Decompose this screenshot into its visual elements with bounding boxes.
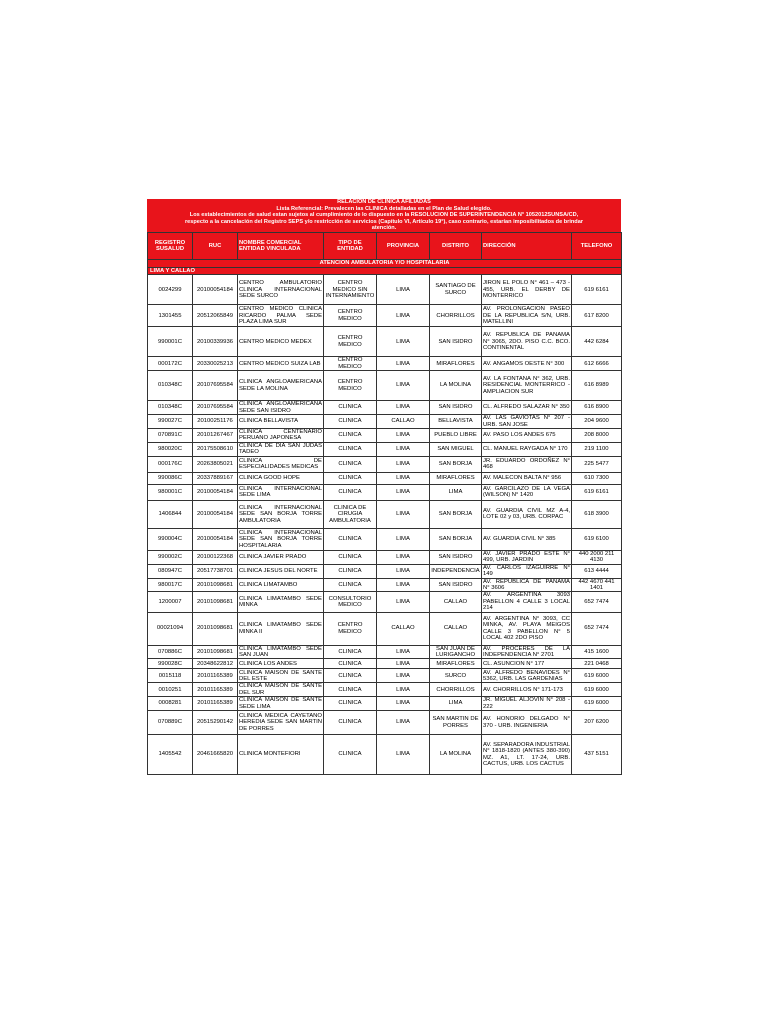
- cell-direccion: AV. REPUBLICA DE PANAMA N° 3606: [483, 578, 570, 592]
- cell-nombre: CLINICA BELLAVISTA: [238, 415, 324, 429]
- table-row: [148, 327, 622, 357]
- cell-registro: 990086C: [148, 472, 193, 484]
- cell-registro: 990001C: [148, 327, 193, 357]
- cell-provincia: LIMA: [377, 550, 430, 564]
- table-row: [148, 472, 622, 484]
- cell-nombre: CLINICA DE DIA SAN JUDAS TADEO: [239, 442, 322, 456]
- cell-tipo: CLINICA: [324, 415, 377, 429]
- cell-distrito: LA MOLINA: [430, 735, 482, 775]
- cell-tipo: CLINICA: [324, 578, 377, 592]
- cell-telefono: 440 2000 211 4130: [572, 550, 622, 564]
- cell-registro: 990028C: [148, 659, 193, 669]
- cell-telefono: 652 7474: [572, 612, 622, 645]
- table-row: [148, 550, 622, 564]
- cell-provincia: LIMA: [377, 669, 430, 683]
- cell-provincia: LIMA: [377, 659, 430, 669]
- table-row: [148, 429, 622, 443]
- cell-telefono: 204 9600: [572, 415, 622, 429]
- cell-distrito: MIRAFLORES: [430, 472, 482, 484]
- cell-telefono: 225 5477: [572, 456, 622, 472]
- cell-direccion: AV. PASO LOS ANDES 675: [482, 429, 572, 443]
- cell-nombre: CLINICA JESUS DEL NORTE: [238, 564, 324, 578]
- cell-tipo: CENTRO MEDICO: [324, 305, 377, 327]
- cell-direccion: CL. ASUNCION N° 177: [482, 659, 572, 669]
- cell-nombre: CLINICA LOS ANDES: [238, 659, 324, 669]
- cell-telefono: 208 8000: [572, 429, 622, 443]
- col-tipo: TIPO DE ENTIDAD: [324, 232, 377, 259]
- cell-provincia: LIMA: [377, 456, 430, 472]
- cell-ruc: 20337889167: [193, 472, 238, 484]
- table-row: [148, 578, 622, 592]
- cell-ruc: 20101165389: [193, 669, 238, 683]
- cell-distrito: SAN ISIDRO: [430, 327, 482, 357]
- table-row: [148, 305, 622, 327]
- cell-ruc: 20101098681: [193, 612, 238, 645]
- table-row: [148, 711, 622, 735]
- cell-direccion: AV. GUARDIA CIVIL MZ A-4, LOTE 02 y 03, URB. CORPAC: [482, 500, 572, 528]
- cell-telefono: 616 8900: [572, 401, 622, 415]
- cell-tipo: CLINICA: [324, 669, 377, 683]
- cell-tipo: CLINICA: [324, 697, 377, 711]
- cell-distrito: PUEBLO LIBRE: [430, 429, 482, 443]
- cell-ruc: 20175508610: [193, 442, 238, 456]
- cell-tipo: CLINICA: [324, 528, 377, 550]
- cell-ruc: 20512065849: [193, 305, 238, 327]
- cell-tipo: CLINICA: [324, 735, 377, 775]
- table-row: [148, 659, 622, 669]
- col-distrito: DISTRITO: [430, 232, 482, 259]
- cell-nombre: CENTRO AMBULATORIO CLINICA INTERNACIONAL SEDE SURCO: [238, 275, 324, 305]
- region-label: LIMA Y CALLAO: [148, 267, 622, 274]
- cell-direccion: AV. LAS GAVIOTAS N° 207 - URB. SAN JOSE: [483, 415, 570, 428]
- cell-telefono: 616 8989: [572, 371, 622, 401]
- cell-direccion: AV. PROCERES DE LA INDEPENDENCIA N° 2701: [483, 645, 570, 659]
- table-row: [148, 645, 622, 659]
- header-title: RELACION DE CLINICA AFILIADAS: [337, 199, 431, 205]
- cell-distrito: SURCO: [430, 669, 482, 683]
- cell-provincia: LIMA: [377, 711, 430, 735]
- cell-ruc: 20461665820: [193, 735, 238, 775]
- cell-tipo: CONSULTORIO MEDICO: [324, 592, 377, 612]
- cell-telefono: 619 6000: [572, 697, 622, 711]
- cell-nombre: CLINICA MEDICA CAYETANO HEREDIA SEDE SAN MARTIN DE PORRES: [238, 711, 324, 735]
- cell-distrito: SAN MIGUEL: [430, 442, 482, 456]
- cell-provincia: LIMA: [377, 500, 430, 528]
- cell-registro: 1406844: [148, 500, 193, 528]
- cell-nombre: CLINICA GOOD HOPE: [238, 472, 324, 484]
- cell-direccion: JIRON EL POLO N° 461 – 473 - 455, URB. EL DERBY DE MONTERRICO: [482, 275, 572, 305]
- cell-direccion: AV. JAVIER PRADO ESTE N° 499, URB. JARDIN: [483, 550, 570, 564]
- document-header: [147, 199, 621, 232]
- cell-nombre: CLINICA LIMATAMBO SEDE SAN JUAN: [239, 645, 322, 659]
- cell-tipo: CLINICA: [324, 659, 377, 669]
- cell-distrito: SAN JUAN DE LURIGANCHO: [430, 645, 482, 659]
- cell-telefono: 613 4444: [572, 564, 622, 578]
- cell-tipo: CLINICA: [324, 429, 377, 443]
- table-row: [148, 415, 622, 429]
- cell-distrito: CALLAO: [430, 592, 482, 612]
- cell-nombre: CLINICA LIMATAMBO: [238, 578, 324, 592]
- cell-telefono: 619 6161: [572, 275, 622, 305]
- table-row: [148, 456, 622, 472]
- cell-telefono: 221 0468: [572, 659, 622, 669]
- cell-registro: 080947C: [148, 564, 193, 578]
- cell-telefono: 619 6000: [572, 669, 622, 683]
- section-band: ATENCION AMBULATORIA Y/O HOSPITALARIA: [148, 259, 622, 267]
- cell-telefono: 610 7300: [572, 472, 622, 484]
- cell-provincia: LIMA: [377, 683, 430, 697]
- header-note-line2: respecto a la cancelación del Registro SEPS y/o restricción de servicios (Capítulo VI, Artículo 19°), caso contrario, estarían imposibilitados de brindar: [184, 218, 584, 225]
- header-note-line1: Los establecimientos de salud estan sujetos al cumplimiento de lo dispuesto en la RESOLUCION DE SUPERINTENDENCIA N° 1052012SUNSA/CD,: [189, 212, 579, 219]
- cell-provincia: LIMA: [377, 697, 430, 711]
- cell-ruc: 20100122368: [193, 550, 238, 564]
- cell-distrito: SAN ISIDRO: [430, 550, 482, 564]
- cell-provincia: LIMA: [377, 472, 430, 484]
- cell-registro: 990002C: [148, 550, 193, 564]
- table-row: [148, 564, 622, 578]
- cell-registro: 1301455: [148, 305, 193, 327]
- cell-distrito: SAN ISIDRO: [430, 401, 482, 415]
- cell-telefono: 415 1600: [572, 645, 622, 659]
- cell-direccion: AV. ANGAMOS OESTE N° 300: [482, 357, 572, 371]
- cell-nombre: CLINICA MAISON DE SANTE SEDE LIMA: [239, 697, 322, 710]
- cell-nombre: CLINICA MAISON DE SANTE DEL SUR: [239, 683, 322, 696]
- cell-tipo: CLINICA: [324, 550, 377, 564]
- cell-registro: 0024299: [148, 275, 193, 305]
- cell-nombre: CLINICA JAVIER PRADO: [238, 550, 324, 564]
- cell-distrito: SAN BORJA: [430, 528, 482, 550]
- cell-ruc: 20330025213: [193, 357, 238, 371]
- cell-distrito: SAN BORJA: [430, 500, 482, 528]
- cell-ruc: 20515290142: [193, 711, 238, 735]
- table-row: [148, 275, 622, 305]
- table-row: [148, 683, 622, 697]
- cell-provincia: LIMA: [377, 305, 430, 327]
- col-provincia: PROVINCIA: [377, 232, 430, 259]
- cell-ruc: 20107695584: [193, 371, 238, 401]
- cell-provincia: CALLAO: [377, 612, 430, 645]
- cell-telefono: 619 6161: [572, 484, 622, 500]
- cell-nombre: CLINICA INTERNACIONAL SEDE LIMA: [239, 485, 322, 499]
- cell-nombre: CLINICA LIMATAMBO SEDE MINKA II: [238, 612, 324, 645]
- cell-nombre: CLINICA DE ESPECIALIDADES MEDICAS: [239, 457, 322, 471]
- cell-tipo: CLINICA: [324, 683, 377, 697]
- cell-nombre: CLINICA ANGLOAMERICANA SEDE SAN ISIDRO: [239, 401, 322, 414]
- table-header-row: [148, 232, 622, 259]
- table-row: [148, 500, 622, 528]
- cell-nombre: CLINICA CENTENARIO PERUANO JAPONESA: [239, 429, 322, 442]
- cell-direccion: AV. CHORRILLOS N° 171-173: [482, 683, 572, 697]
- col-registro: REGISTRO SUSALUD: [148, 232, 193, 259]
- cell-telefono: 617 8200: [572, 305, 622, 327]
- cell-registro: 070891C: [148, 429, 193, 443]
- cell-distrito: CALLAO: [430, 612, 482, 645]
- cell-tipo: CLINICA: [324, 564, 377, 578]
- cell-direccion: AV. GUARDIA CIVIL N° 385: [482, 528, 572, 550]
- cell-provincia: LIMA: [377, 735, 430, 775]
- cell-direccion: JR. MIGUEL ALJOVIN N° 208 - 222: [483, 697, 570, 710]
- cell-telefono: 619 6100: [572, 528, 622, 550]
- cell-registro: 980001C: [148, 484, 193, 500]
- cell-tipo: CENTRO MEDICO: [324, 357, 377, 371]
- cell-distrito: INDEPENDENCIA: [430, 564, 482, 578]
- table-row: [148, 484, 622, 500]
- cell-tipo: CLINICA: [324, 484, 377, 500]
- table-row: [148, 592, 622, 612]
- cell-ruc: 20100054184: [193, 528, 238, 550]
- cell-tipo: CLINICA: [324, 456, 377, 472]
- cell-provincia: LIMA: [377, 564, 430, 578]
- cell-telefono: 619 6000: [572, 683, 622, 697]
- clinic-table: [147, 232, 622, 775]
- cell-distrito: CHORRILLOS: [430, 683, 482, 697]
- cell-tipo: CLINICA DE CIRUGIA AMBULATORIA: [324, 500, 377, 528]
- cell-ruc: 20101267467: [193, 429, 238, 443]
- cell-distrito: LIMA: [430, 697, 482, 711]
- cell-tipo: CLINICA: [324, 442, 377, 456]
- cell-nombre: CENTRO MEDICO MEDEX: [238, 327, 324, 357]
- cell-direccion: AV. ARGENTINA 3093 PABELLON 4 CALLE 3 LOCAL 214: [483, 592, 570, 612]
- cell-distrito: LA MOLINA: [430, 371, 482, 401]
- cell-ruc: 20100054184: [193, 484, 238, 500]
- cell-direccion: AV. GARCILAZO DE LA VEGA (WILSON) N° 1420: [483, 485, 570, 499]
- col-direccion: DIRECCIÓN: [482, 232, 572, 259]
- col-nombre: NOMBRE COMERCIAL ENTIDAD VINCULADA: [238, 232, 324, 259]
- cell-registro: 1200007: [148, 592, 193, 612]
- cell-telefono: 442 4670 441 1401: [572, 578, 622, 592]
- cell-direccion: AV. CARLOS IZAGUIRRE N° 149: [483, 564, 570, 578]
- cell-distrito: SAN BORJA: [430, 456, 482, 472]
- cell-registro: 000176C: [148, 456, 193, 472]
- cell-nombre: CLINICA LIMATAMBO SEDE MINKA: [238, 592, 324, 612]
- cell-ruc: 20101165389: [193, 683, 238, 697]
- cell-registro: 070886C: [148, 645, 193, 659]
- cell-provincia: LIMA: [377, 528, 430, 550]
- cell-ruc: 20100054184: [193, 275, 238, 305]
- cell-ruc: 20101098681: [193, 578, 238, 592]
- cell-tipo: CLINICA: [324, 645, 377, 659]
- cell-registro: 0008281: [148, 697, 193, 711]
- cell-ruc: 20101165389: [193, 697, 238, 711]
- cell-registro: 00021094: [148, 612, 193, 645]
- cell-provincia: LIMA: [377, 401, 430, 415]
- cell-registro: 990027C: [148, 415, 193, 429]
- cell-distrito: MIRAFLORES: [430, 659, 482, 669]
- cell-tipo: CLINICA: [324, 472, 377, 484]
- table-row: [148, 442, 622, 456]
- cell-provincia: LIMA: [377, 357, 430, 371]
- cell-distrito: LIMA: [430, 484, 482, 500]
- cell-tipo: CLINICA: [324, 401, 377, 415]
- cell-direccion: AV. ALFREDO BENAVIDES N° 5362, URB. LAS GARDENIAS: [483, 669, 570, 682]
- table-row: [148, 357, 622, 371]
- cell-telefono: 437 5151: [572, 735, 622, 775]
- cell-distrito: MIRAFLORES: [430, 357, 482, 371]
- cell-ruc: 20101098681: [193, 592, 238, 612]
- cell-telefono: 618 3900: [572, 500, 622, 528]
- cell-nombre: CLINICA ANGLOAMERICANA SEDE LA MOLINA: [238, 371, 324, 401]
- col-telefono: TELEFONO: [572, 232, 622, 259]
- cell-tipo: CENTRO MEDICO SIN INTERNAMIENTO: [324, 275, 377, 305]
- cell-telefono: 612 6666: [572, 357, 622, 371]
- cell-tipo: CENTRO MEDICO: [324, 327, 377, 357]
- cell-distrito: CHORRILLOS: [430, 305, 482, 327]
- cell-direccion: AV. LA FONTANA N° 362, URB. RESIDENCIAL MONTERRICO - AMPLIACION SUR: [482, 371, 572, 401]
- cell-provincia: LIMA: [377, 429, 430, 443]
- cell-provincia: LIMA: [377, 578, 430, 592]
- cell-provincia: LIMA: [377, 592, 430, 612]
- cell-registro: 000172C: [148, 357, 193, 371]
- cell-registro: 980020C: [148, 442, 193, 456]
- cell-nombre: CLINICA INTERNACIONAL SEDE SAN BORJA TORRE AMBULATORIA: [238, 500, 324, 528]
- cell-ruc: 20517738701: [193, 564, 238, 578]
- cell-distrito: SAN MARTIN DE PORRES: [430, 711, 482, 735]
- cell-ruc: 20101098681: [193, 645, 238, 659]
- cell-provincia: LIMA: [377, 645, 430, 659]
- cell-ruc: 20107695584: [193, 401, 238, 415]
- cell-ruc: 20100054184: [193, 500, 238, 528]
- cell-provincia: LIMA: [377, 275, 430, 305]
- cell-registro: 070889C: [148, 711, 193, 735]
- cell-registro: 010348C: [148, 371, 193, 401]
- cell-registro: 990004C: [148, 528, 193, 550]
- cell-tipo: CENTRO MEDICO: [324, 612, 377, 645]
- cell-nombre: CENTRO MEDICO SUIZA LAB: [238, 357, 324, 371]
- cell-direccion: AV. SEPARADORA INDUSTRIAL N° 1818-1820 (ANTES 380-390) MZ. A1, LT. 17-24, URB. CACTUS, URB. LOS CACTUS: [482, 735, 572, 775]
- cell-tipo: CLINICA: [324, 711, 377, 735]
- cell-ruc: 20348622812: [193, 659, 238, 669]
- cell-provincia: LIMA: [377, 442, 430, 456]
- cell-distrito: SAN ISIDRO: [430, 578, 482, 592]
- cell-tipo: CENTRO MEDICO: [324, 371, 377, 401]
- cell-direccion: AV. REPUBLICA DE PANAMA N° 3065, 2DO. PISO C.C. BCO. CONTINENTAL: [482, 327, 572, 357]
- cell-ruc: 20263805021: [193, 456, 238, 472]
- cell-ruc: 20100339936: [193, 327, 238, 357]
- table-row: [148, 697, 622, 711]
- cell-distrito: BELLAVISTA: [430, 415, 482, 429]
- table-row: [148, 528, 622, 550]
- cell-registro: 010348C: [148, 401, 193, 415]
- cell-direccion: AV. MALECON BALTA N° 956: [482, 472, 572, 484]
- cell-direccion: AV. ARGENTINA N° 3093, CC MINKA, AV. PLAYA MEIGOS CALLE 3 PABELLON N° 5 LOCAL 402 2DO PISO: [482, 612, 572, 645]
- cell-provincia: LIMA: [377, 484, 430, 500]
- cell-telefono: 207 6200: [572, 711, 622, 735]
- table-row: [148, 669, 622, 683]
- clinic-list-document: [147, 199, 621, 775]
- cell-registro: 0015118: [148, 669, 193, 683]
- cell-nombre: CLINICA MONTEFIORI: [238, 735, 324, 775]
- cell-direccion: CL. MANUEL RAYGADA N° 170: [482, 442, 572, 456]
- table-row: [148, 735, 622, 775]
- cell-provincia: CALLAO: [377, 415, 430, 429]
- cell-registro: 1405542: [148, 735, 193, 775]
- cell-registro: 0010251: [148, 683, 193, 697]
- cell-provincia: LIMA: [377, 327, 430, 357]
- col-ruc: RUC: [193, 232, 238, 259]
- header-subtitle: Lista Referencial: Prevalecen las CLINICA detalladas en el Plan de Salud elegido.: [276, 205, 492, 212]
- table-row: [148, 401, 622, 415]
- cell-telefono: 219 1100: [572, 442, 622, 456]
- cell-ruc: 20100251176: [193, 415, 238, 429]
- cell-nombre: CENTRO MEDICO CLINICA RICARDO PALMA SEDE PLAZA LIMA SUR: [239, 306, 322, 326]
- cell-telefono: 652 7474: [572, 592, 622, 612]
- table-row: [148, 612, 622, 645]
- cell-direccion: JR. EDUARDO ORDOÑEZ N° 468: [483, 457, 570, 471]
- cell-telefono: 442 6284: [572, 327, 622, 357]
- cell-direccion: CL. ALFREDO SALAZAR N° 350: [482, 401, 572, 415]
- cell-direccion: AV. PROLONGACION PASEO DE LA REPUBLICA S/N, URB. MATELLINI: [483, 306, 570, 326]
- cell-direccion: AV. HONORIO DELGADO N° 370 - URB. INGENIERIA: [482, 711, 572, 735]
- cell-provincia: LIMA: [377, 371, 430, 401]
- cell-distrito: SANTIAGO DE SURCO: [430, 275, 482, 305]
- cell-nombre: CLINICA INTERNACIONAL SEDE SAN BORJA TORRE HOSPITALARIA: [239, 529, 322, 549]
- cell-registro: 980017C: [148, 578, 193, 592]
- cell-nombre: CLINICA MAISON DE SANTE DEL ESTE: [239, 669, 322, 682]
- header-note-line3: atención.: [371, 225, 397, 232]
- table-row: [148, 371, 622, 401]
